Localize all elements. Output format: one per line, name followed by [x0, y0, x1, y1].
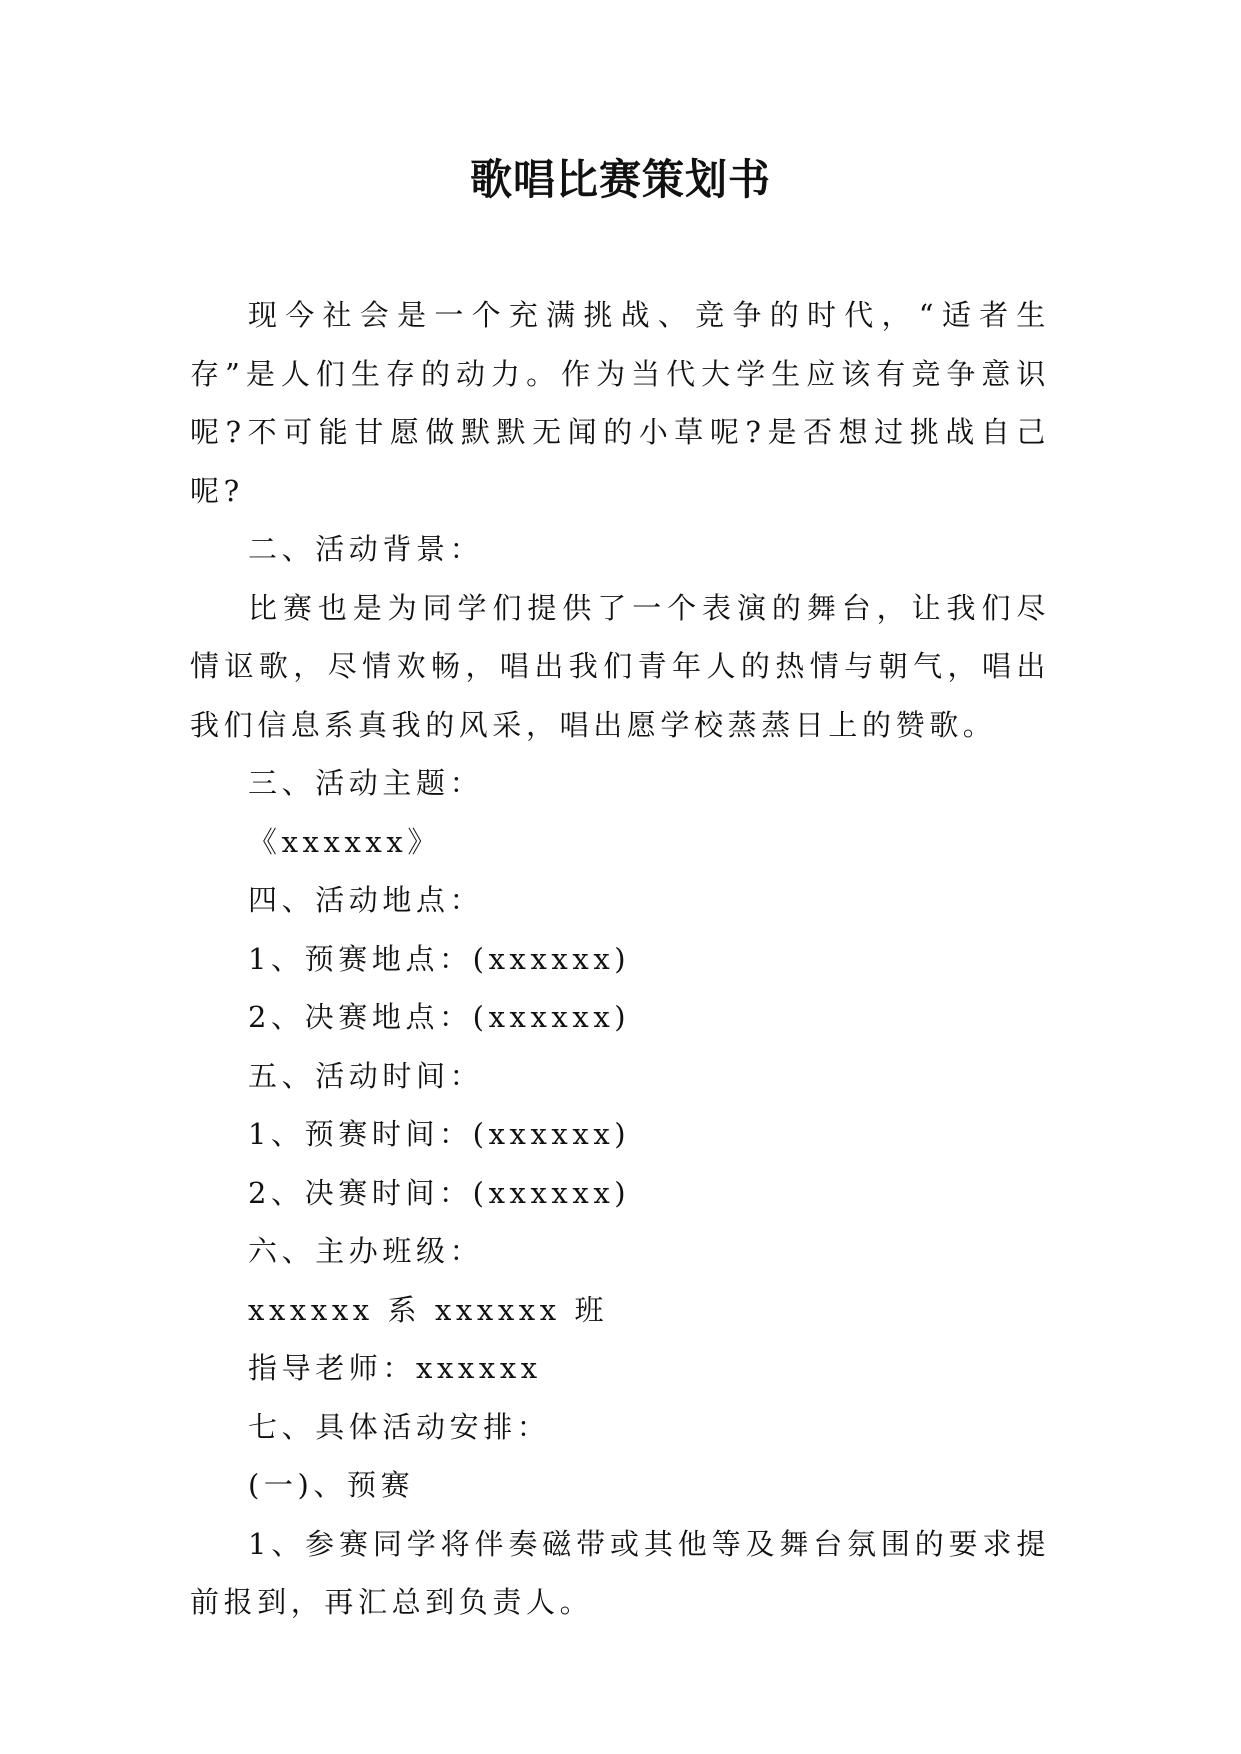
preliminary-time: 1、预赛时间：(xxxxxx)	[248, 1117, 631, 1151]
advisor-teacher: 指导老师：xxxxxx	[248, 1351, 542, 1385]
preliminary-location: 1、预赛地点：(xxxxxx)	[248, 941, 631, 976]
document-title: 歌唱比赛策划书	[469, 155, 771, 204]
background-paragraph: 比赛也是为同学们提供了一个表演的舞台，让我们尽情讴歌，尽情欢畅，唱出我们青年人的热情与朝气，唱出我们信息系真我的风采，唱出愿学校蒸蒸日上的赞歌。	[190, 590, 1050, 742]
intro-paragraph: 现今社会是一个充满挑战、竞争的时代，“适者生存”是人们生存的动力。作为当代大学生应该有竞争意识呢?不可能甘愿做默默无闻的小草呢?是否想过挑战自己呢?	[190, 298, 1050, 508]
final-time: 2、决赛时间：(xxxxxx)	[248, 1175, 631, 1210]
theme-value: 《xxxxxx》	[248, 824, 441, 859]
organizer-class: xxxxxx 系 xxxxxx 班	[248, 1292, 609, 1327]
document-body	[190, 286, 1050, 1632]
subsection-preliminary: (一)、预赛	[248, 1468, 415, 1502]
section-heading-time: 五、活动时间：	[248, 1058, 484, 1093]
final-location: 2、决赛地点：(xxxxxx)	[248, 1000, 631, 1034]
section-heading-location: 四、活动地点：	[248, 883, 484, 917]
section-heading-theme: 三、活动主题：	[248, 766, 484, 800]
section-heading-background: 二、活动背景：	[248, 532, 484, 566]
section-heading-arrangement: 七、具体活动安排：	[248, 1409, 551, 1444]
section-heading-organizer: 六、主办班级：	[248, 1234, 484, 1268]
arrangement-item-1: 1、参赛同学将伴奏磁带或其他等及舞台氛围的要求提前报到，再汇总到负责人。	[190, 1526, 1050, 1619]
